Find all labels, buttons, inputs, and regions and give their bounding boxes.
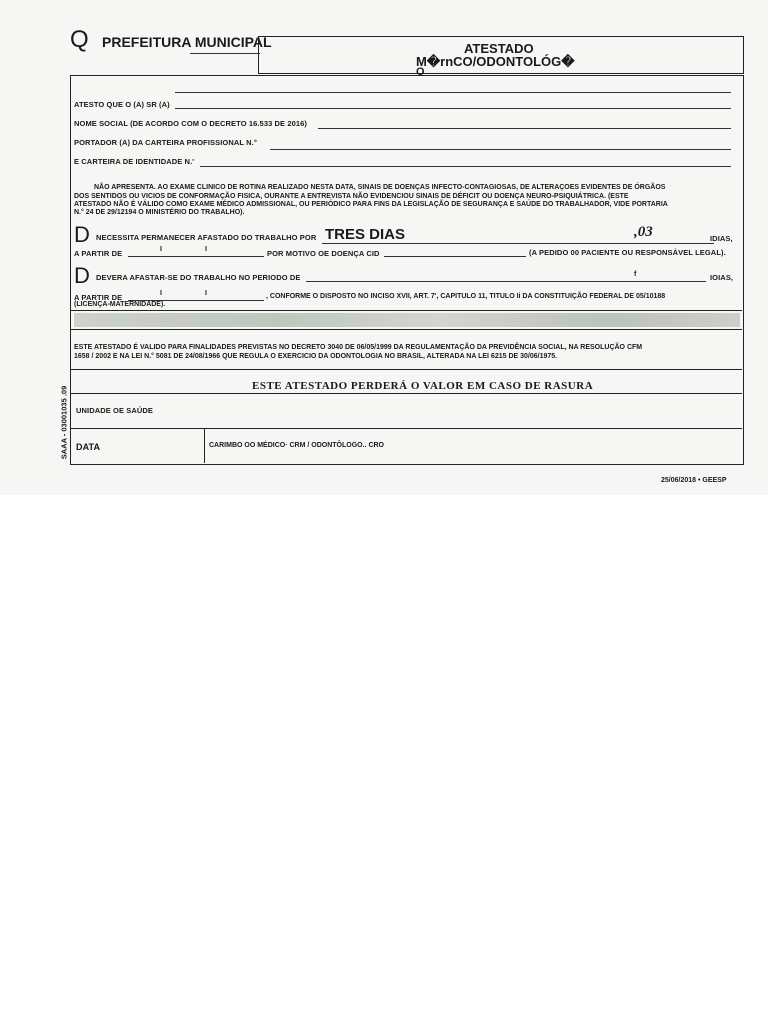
declaration-line3: ATESTADO NÃO É VÁLIDO COMO EXAME MÉDICO ADMISSIONAL, OU PERIÓDICO PARA FINS DA LEGISLAÇÃO DE SEGURANÇA E SAÚDE DO TRABALHADOR, VIDE PORTARIA xyxy=(74,201,668,208)
dias-field[interactable] xyxy=(322,243,714,244)
redacted-band xyxy=(74,313,740,327)
atesto-field[interactable] xyxy=(175,92,731,93)
declaration-line1: NÃO APRESENTA. AO EXAME CLINICO DE ROTINA REALIZADO NESTA DATA, SINAIS DE DOENÇAS INFECTO-CONTAGIOSAS, DE ALTERAÇOES EVIDENTES DE ÓRGÃOS xyxy=(94,184,666,191)
form-box xyxy=(70,75,744,465)
checkbox-d-afastado[interactable]: D xyxy=(74,222,90,247)
logo-letter: Q xyxy=(70,26,89,53)
date-sep-2: I xyxy=(205,246,207,253)
divider-unidade xyxy=(70,428,742,429)
idias-label: IDIAS, xyxy=(710,234,733,243)
title-line2: M�rnCO/ODONTOLÓG� xyxy=(416,54,575,69)
unidade-label: UNIDADE OE SAÚDE xyxy=(76,406,154,415)
validade-line1: ESTE ATESTADO É VALIDO PARA FINALIDADES PREVISTAS NO DECRETO 3040 DE 06/05/1999 DA REGULAMENTAÇÃO DA PREVIDÊNCIA SOCIAL, NA RESOLUÇÃO CFM xyxy=(74,344,643,351)
atesto-field-2[interactable] xyxy=(175,108,731,109)
periodo-field[interactable] xyxy=(306,281,706,282)
document-sheet xyxy=(0,0,768,495)
ioias-label: IOIAS, xyxy=(710,273,734,282)
footer-code: 25/06/2018 • GEESP xyxy=(661,477,727,484)
divider-redacted-bottom xyxy=(70,329,742,330)
devera-label: DEVERA AFASTAR-SE DO TRABALHO NO PERIODO DE xyxy=(96,273,301,282)
cid-field[interactable] xyxy=(384,256,526,257)
a-partir-de-label-1: A PARTIR DE xyxy=(74,249,123,258)
municipality-underline xyxy=(190,53,260,54)
dias-number-handwritten: ,03 xyxy=(634,224,653,240)
motivo-label: POR MOTIVO OE DOENÇA CID xyxy=(267,249,380,258)
nome-social-label: NOME SOCIAL (DE ACORDO COM O DECRETO 16.533 DE 2016) xyxy=(74,119,308,128)
declaration-line2: DOS SENTIDOS OU VICIOS DE CONFORMAÇÃO FISICA, OURANTE A ENTREVISTA NÃO EVIDENCIOU SINAIS DE DÉFICIT OU DOENÇA NEURO-PSIQUIÁTRICA. (ESTE xyxy=(74,193,629,200)
data-label: DATA xyxy=(76,442,101,452)
a-partir-de-label-2: A PARTIR DE xyxy=(74,293,123,302)
side-code: SAAA - 03001035 .09 xyxy=(59,385,69,460)
portador-field[interactable] xyxy=(270,149,731,150)
rasura-warning: ESTE ATESTADO PERDERÁ O VALOR EM CASO DE RASURA xyxy=(252,380,594,392)
checkbox-d-periodo[interactable]: D xyxy=(74,263,90,288)
a-partir-de-field-1[interactable] xyxy=(128,256,264,257)
pedido-label: (A PEDIDO 00 PACIENTE OU RESPONSÁVEL LEGAL). xyxy=(529,248,726,257)
title-line1: ATESTADO xyxy=(464,41,534,56)
date-sep-1: I xyxy=(160,246,162,253)
tres-dias-handwritten: TRES DIAS xyxy=(325,226,406,243)
divider-validade xyxy=(70,369,742,370)
divider-redacted-top xyxy=(70,310,742,311)
conforme-text: , CONFORME O DISPOSTO NO INCISO XVII, ART. 7', CAPITULO 11, TITULO Ii DA CONSTITUIÇÃO FEDERAL DE 05/10188 xyxy=(266,293,666,300)
divider-data-vertical xyxy=(204,428,205,463)
title-line3: O xyxy=(416,66,425,78)
date-sep-4: I xyxy=(205,290,207,297)
date-sep-3: I xyxy=(160,290,162,297)
nome-social-field[interactable] xyxy=(318,128,731,129)
identidade-label: E CARTEIRA DE IDENTIDADE N.' xyxy=(74,157,195,166)
atesto-label: ATESTO QUE O (A) SR (A) xyxy=(74,100,170,109)
identidade-field[interactable] xyxy=(200,166,731,167)
declaration-line4: N.° 24 DE 29/12194 O MINISTÉRIO DO TRABALHO). xyxy=(74,209,245,216)
licenca-text: (LICENÇA-MATERNIDADE). xyxy=(74,301,166,308)
necessita-label: NECESSITA PERMANECER AFASTADO DO TRABALHO POR xyxy=(96,233,317,242)
carimbo-label: CARIMBO OO MÉDICO· CRM / ODONTÔLOGO.. CRO xyxy=(209,442,384,449)
portador-label: PORTADOR (A) DA CARTEIRA PROFISSIONAL N.° xyxy=(74,138,257,147)
divider-rasura xyxy=(70,393,742,394)
f-mark: f xyxy=(634,271,637,278)
municipality-title: PREFEITURA MUNICIPAL xyxy=(102,34,272,50)
validade-line2: 1658 / 2002 E NA LEI N.° 5081 DE 24/08/1966 QUE REGULA O EXERCICIO DA ODONTOLOGIA NO BRASIL, ALTERADA NA LEI 6215 DE 30/06/1975. xyxy=(74,353,558,360)
